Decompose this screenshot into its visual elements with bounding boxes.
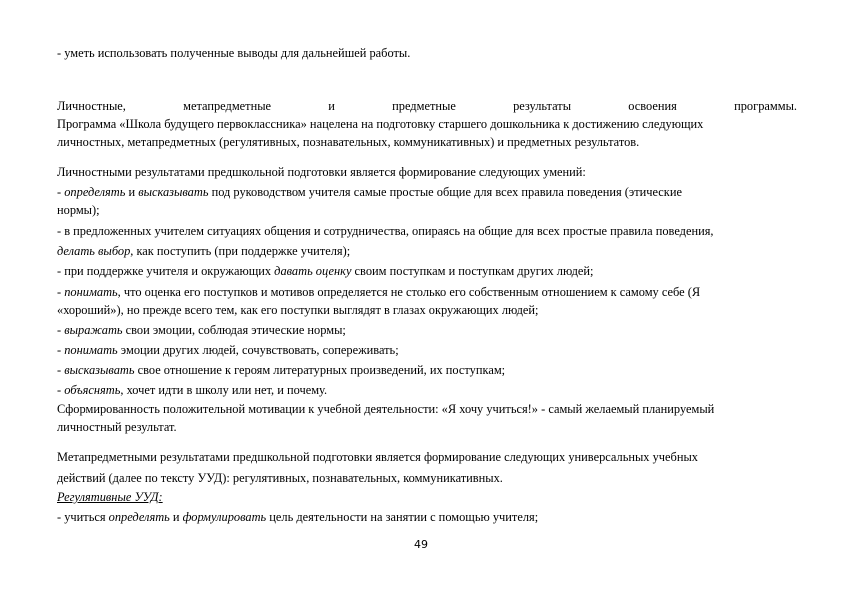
text-line-9: делать выбор, как поступить (при поддержке учителя); [57,244,351,258]
heading-word: метапредметные [183,99,272,113]
heading-word: и [328,99,335,113]
bullet-express-attitude: - высказывать свое отношение к героям литературных произведений, их поступкам; [57,363,506,377]
bullet-understand-emotions: - понимать эмоции других людей, сочувствовать, сопереживать; [57,343,399,357]
text-line-12: «хороший»), но прежде всего тем, как его поступки выглядят в глазах окружающих людей; [57,303,539,317]
bullet-express-emotions: - выражать свои эмоции, соблюдая этические нормы; [57,323,346,337]
bullet-explain: - объяснять, хочет идти в школу или нет, и почему. [57,383,328,397]
text-line-18: личностный результат. [57,420,177,434]
text-line-1: - уметь использовать полученные выводы для дальнейшей работы. [57,46,411,60]
heading-word: предметные [392,99,456,113]
text-line-4: личностных, метапредметных (регулятивных, познавательных, коммуникативных) и предметных результатов. [57,135,640,149]
personal-results-intro: Личностными результатами предшкольной подготовки является формирование следующих умений: [57,165,586,179]
heading-word: результаты [513,99,572,113]
page-number: 49 [414,538,428,551]
results-heading [57,97,797,115]
text-line-7: нормы); [57,203,100,217]
text-line-20: действий (далее по тексту УУД): регулятивных, познавательных, коммуникативных. [57,471,503,485]
bullet-understand-assessment: - понимать, что оценка его поступков и мотивов определяется не столько его собственным отношением к самому себе (Я [57,285,701,299]
text-line-17: Сформированность положительной мотивации к учебной деятельности: «Я хочу учиться!» - самый желаемый планируемый [57,402,715,416]
regulatory-heading: Регулятивные УУД: [57,490,163,504]
bullet-learn-define: - учиться определять и формулировать цель деятельности на занятии с помощью учителя; [57,510,539,524]
heading-word: программы. [734,99,797,113]
bullet-give-assessment: - при поддержке учителя и окружающих давать оценку своим поступкам и поступкам других людей; [57,264,594,278]
text-line-3: Программа «Школа будущего первоклассника» нацелена на подготовку старшего дошкольника к достижению следующих [57,117,704,131]
bullet-define-express: - определять и высказывать под руководством учителя самые простые общие для всех правила поведения (этические [57,185,682,199]
meta-results-intro: Метапредметными результатами предшкольной подготовки является формирование следующих универсальных учебных [57,450,698,464]
bullet-situations: - в предложенных учителем ситуациях общения и сотрудничества, опираясь на общие для всех простые правила поведения, [57,224,714,238]
heading-word: освоения [628,99,677,113]
heading-word: Личностные, [57,99,126,113]
